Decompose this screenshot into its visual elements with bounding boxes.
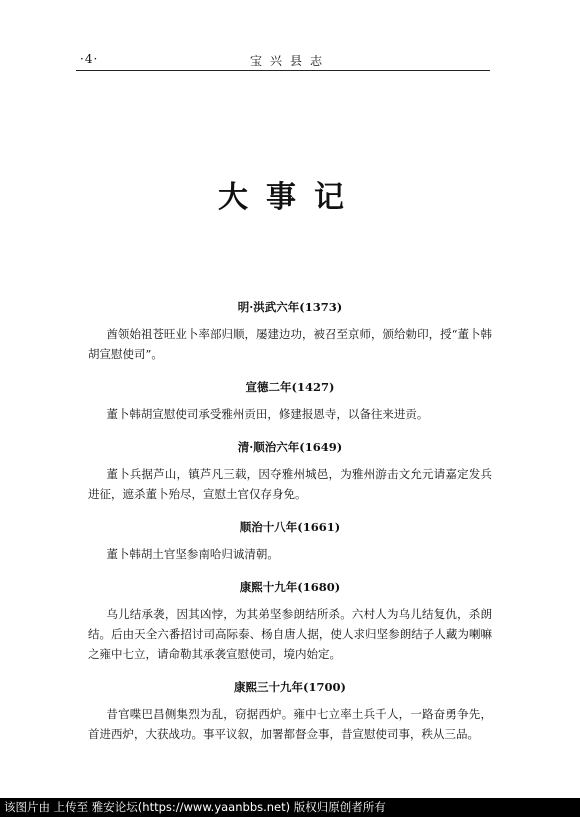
entry [88, 298, 492, 364]
entry-heading: 清·顺治六年(1649) [237, 440, 343, 454]
entry-text: 董卜韩胡土官坚参南哈归诚清朝。 [106, 547, 279, 561]
watermark-banner: 该图片由 上传至 雅安论坛(https://www.yaanbbs.net) 版权归原创者所有 [0, 798, 580, 817]
entry-text: 董卜兵据芦山，镇芦凡三载，因夺雅州城邑，为雅州游击文允元请嘉定发兵进征，遮杀董卜殆尽，宣慰土官仅存身免。 [88, 467, 492, 501]
header-rule [76, 70, 490, 71]
entry-heading: 顺治十八年(1661) [239, 520, 341, 534]
entry-heading: 明·洪武六年(1373) [237, 300, 343, 314]
chapter-title: 大事记 [218, 180, 362, 215]
running-title: 宝兴县志 [249, 54, 330, 68]
entry [88, 518, 492, 564]
entry [88, 378, 492, 424]
entry-heading: 康熙十九年(1680) [239, 580, 341, 594]
page-number: ·4· [80, 52, 99, 66]
entry-heading: 康熙三十九年(1700) [234, 680, 346, 694]
entry-text: 昔官喋巴昌侧集烈为乱，窃据西炉。雍中七立率土兵千人，一路奋勇争先，首进西炉，大获战功。事平议叙，加署都督佥事，昔宣慰使司事，秩从三品。 [88, 707, 492, 741]
entry-text: 酋领始祖苍旺业卜率部归顺，屡建边功，被召至京师，颁给勅印，授“董卜韩胡宣慰使司”。 [88, 327, 492, 361]
entry-text: 乌儿结承袭，因其凶悖，为其弟坚参朗结所杀。六村人为乌儿结复仇，杀朗结。后由天全六番招讨司高际泰、杨自唐人据，使人求归坚参朗结子人藏为喇嘛之雍中七立，请命勒其承袭宣慰使司，境内始定。 [88, 607, 492, 661]
entry [88, 678, 492, 744]
chronicle-entries [88, 298, 492, 758]
entry-heading: 宣德二年(1427) [245, 380, 335, 394]
entry [88, 438, 492, 504]
entry-text: 董卜韩胡宣慰使司承受雅州贡田，修建报恩寺，以备往来进贡。 [106, 407, 429, 421]
entry [88, 578, 492, 664]
